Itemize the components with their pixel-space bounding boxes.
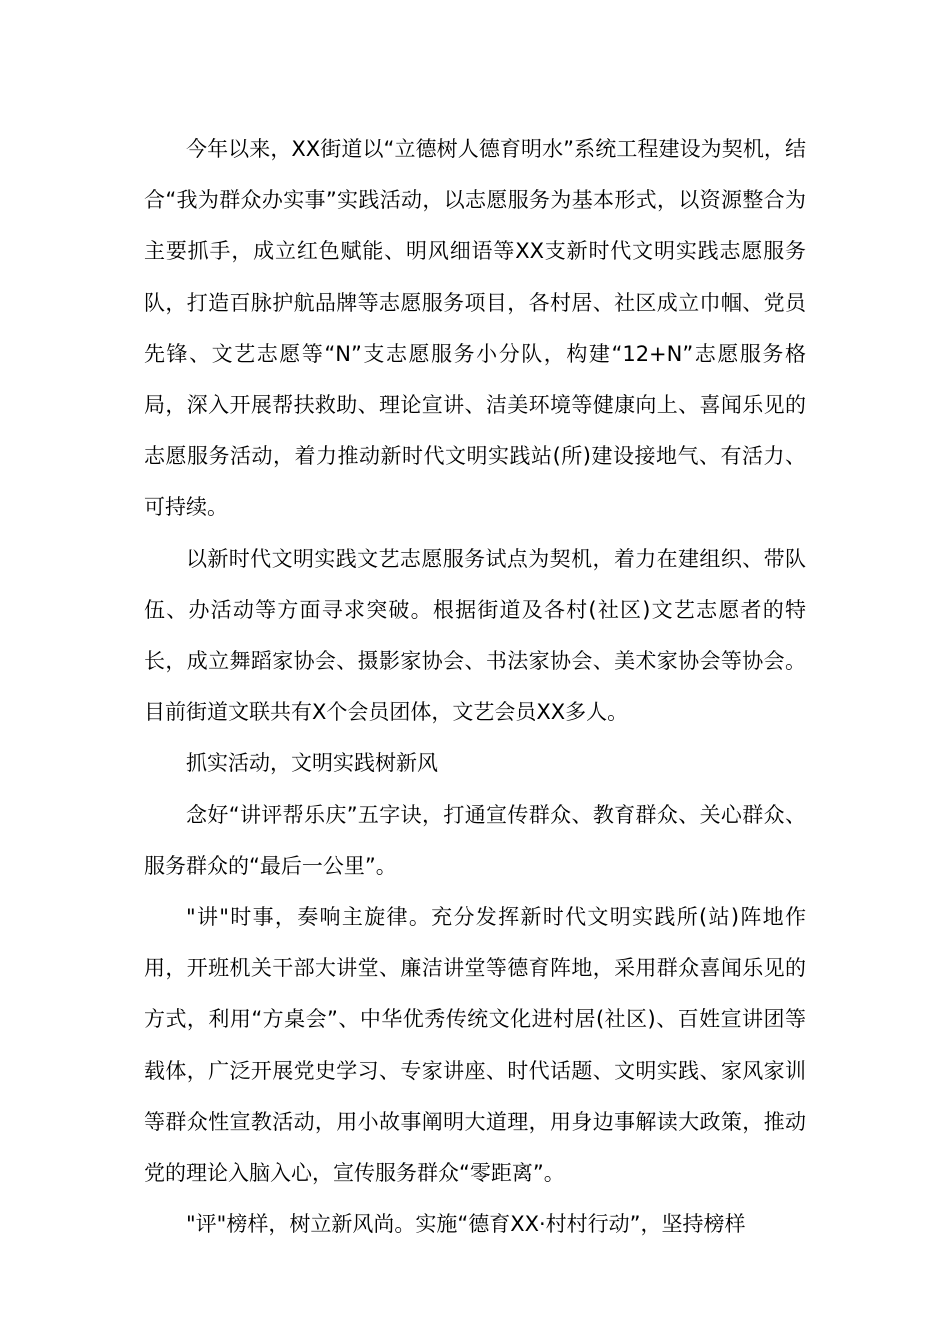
document-body	[144, 124, 806, 1250]
paragraph-five-words: 念好“讲评帮乐庆”五字诀，打通宣传群众、教育群众、关心群众、服务群众的“最后一公里”。	[144, 802, 806, 878]
paragraph-ping: "评"榜样，树立新风尚。实施“德育XX·村村行动”，坚持榜样	[186, 1212, 746, 1237]
paragraph-arts-volunteer: 以新时代文明实践文艺志愿服务试点为契机，着力在建组织、带队伍、办活动等方面寻求突破。根据街道及各村(社区)文艺志愿者的特长，成立舞蹈家协会、摄影家协会、书法家协会、美术家协会等协会。目前街道文联共有X个会员团体，文艺会员XX多人。	[144, 546, 806, 725]
section-heading: 抓实活动，文明实践树新风	[186, 751, 438, 776]
paragraph-jiang: "讲"时事，奏响主旋律。充分发挥新时代文明实践所(站)阵地作用，开班机关干部大讲堂、廉洁讲堂等德育阵地，采用群众喜闻乐见的方式，利用“方桌会”、中华优秀传统文化进村居(社区)、百姓宣讲团等载体，广泛开展党史学习、专家讲座、时代话题、文明实践、家风家训等群众性宣教活动，用小故事阐明大道理，用身边事解读大政策，推动党的理论入脑入心，宣传服务群众“零距离”。	[144, 905, 806, 1186]
paragraph-intro: 今年以来，XX街道以“立德树人德育明水”系统工程建设为契机，结合“我为群众办实事”实践活动，以志愿服务为基本形式，以资源整合为主要抓手，成立红色赋能、明风细语等XX支新时代文明实践志愿服务队，打造百脉护航品牌等志愿服务项目，各村居、社区成立巾帼、党员先锋、文艺志愿等“N”支志愿服务小分队，构建“12+N”志愿服务格局，深入开展帮扶救助、理论宣讲、洁美环境等健康向上、喜闻乐见的志愿服务活动，着力推动新时代文明实践站(所)建设接地气、有活力、可持续。	[144, 137, 806, 520]
